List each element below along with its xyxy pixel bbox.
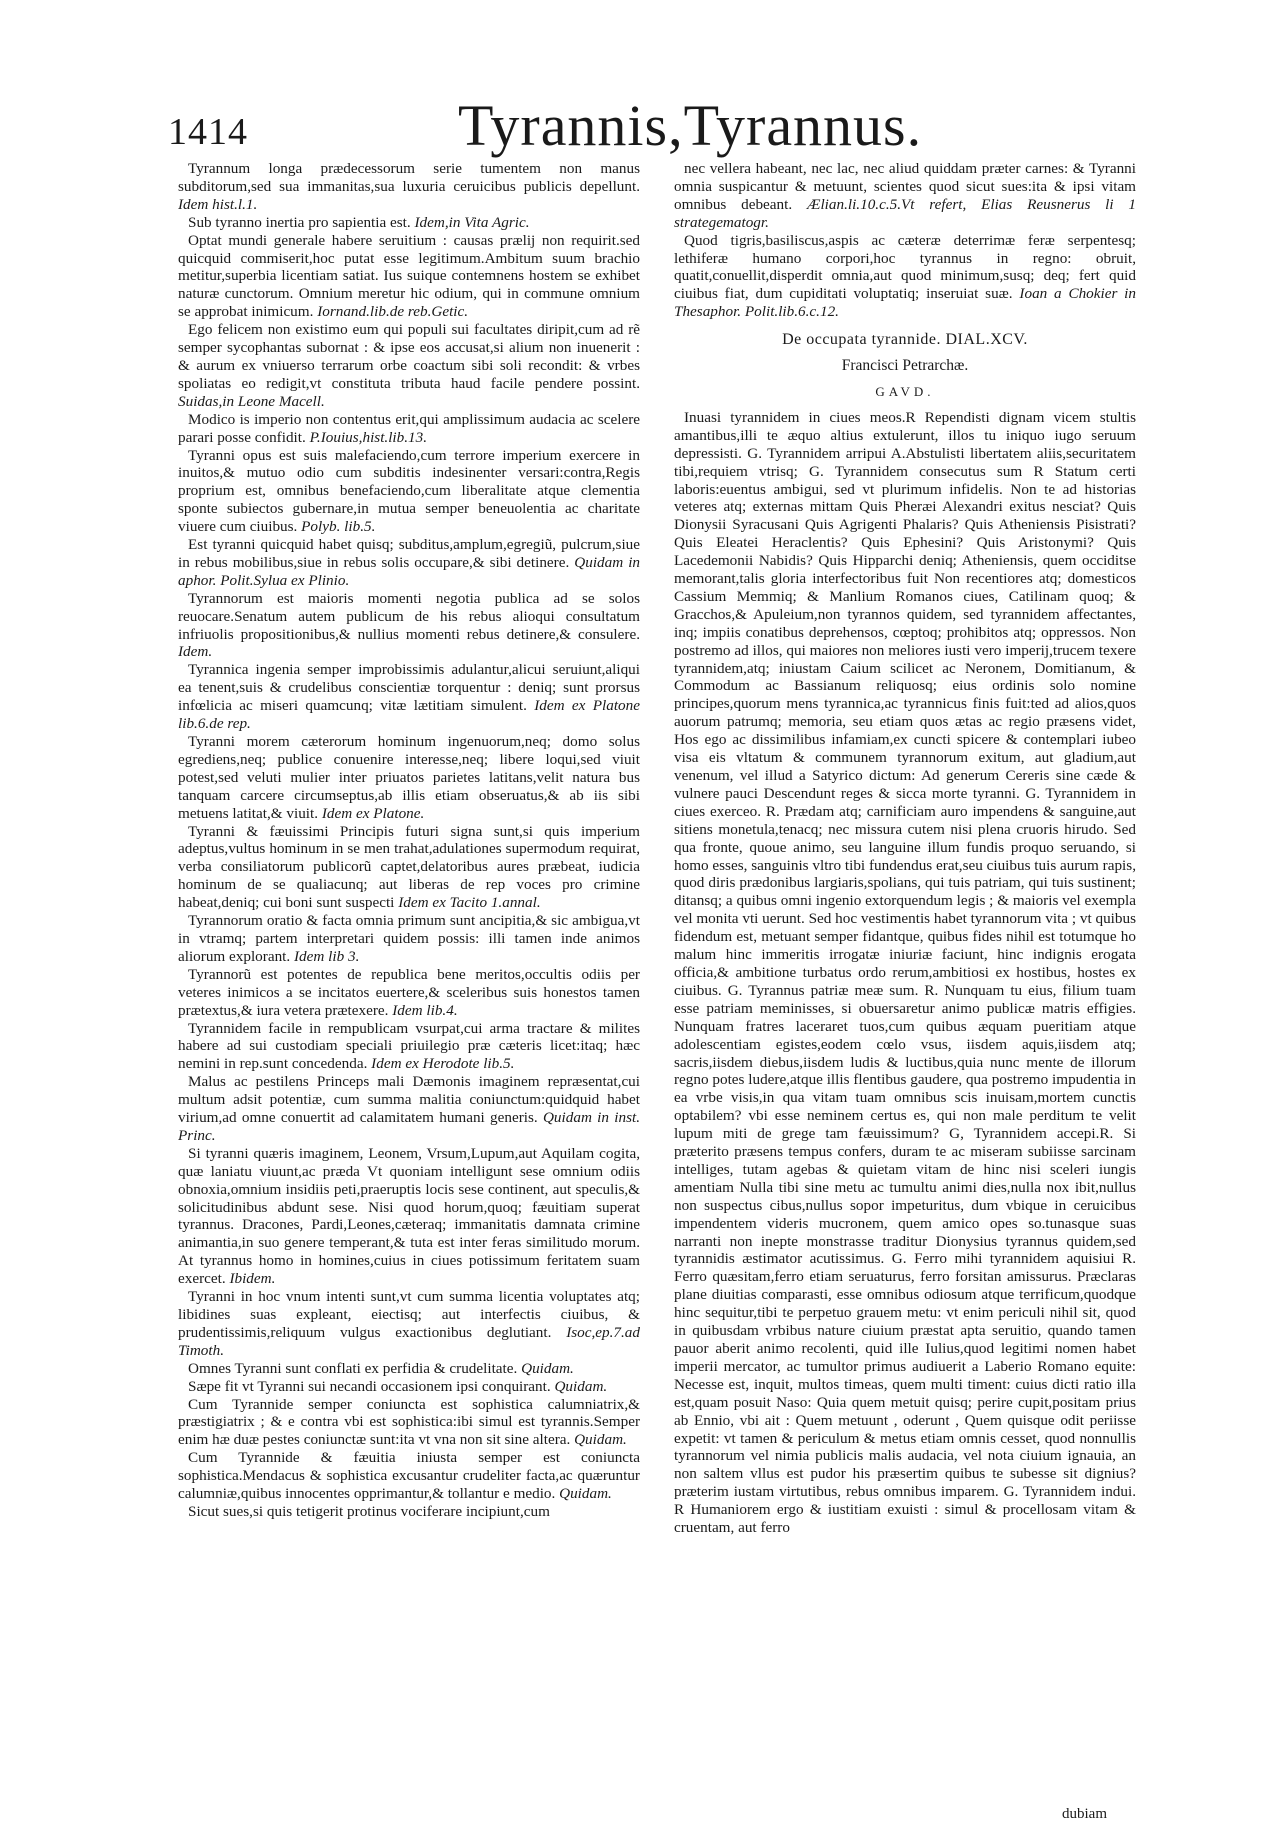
entry-source: Quidam. <box>521 1359 574 1377</box>
right-column-entries <box>674 160 1136 321</box>
running-head-title: Tyrannis,Tyrannus. <box>458 93 923 158</box>
entry-paragraph <box>178 1020 640 1074</box>
entry-text: Tyranni morem cæterorum hominum ingenuorum,neq; domo solus egrediens,neq; publice conuenire interesse,neq; libere loqui,sed viuit potest,sed veluti mulier inter priuatos parietes latitans,velit natura bus tanquam carcere circumseptus,ab illis etiam obseruatus,& ab iis sibi metuens latitat,& viuit. <box>178 733 640 822</box>
entry-source: Isoc,ep.7.ad Timoth. <box>178 1323 640 1359</box>
entry-source: Idem,in Vita Agric. <box>414 213 530 231</box>
entry-text: nec vellera habeant, nec lac, nec aliud quiddam præter carnes: & Tyranni omnia suspicantur & metuunt, scientes quod sicut sues:ita & ipsi vitam omnibus debeant. <box>674 160 1136 213</box>
entry-text: Sæpe fit vt Tyranni sui necandi occasionem ipsi conquirant. <box>188 1377 551 1395</box>
entry-paragraph <box>178 823 640 913</box>
entry-paragraph <box>178 321 640 411</box>
right-column <box>674 160 1136 1800</box>
entry-paragraph <box>178 1360 640 1378</box>
entry-text: Optat mundi generale habere seruitium : causas prælij non requirit.sed quicquid commiserit,hoc putat esse legitimum.Ambitum suum brachio metitur,superbia licentiam satiat. Ius suique contemnens hostem se exhibet naturæ cunctorum. Omnium meretur hic odium, qui in commune omnium se approbat inimicum. <box>178 231 640 321</box>
entry-paragraph <box>178 966 640 1020</box>
entry-text: Tyrannorum oratio & facta omnia primum sunt ancipitia,& sic ambigua,vt in vtramq; partem interpretari quidem possis: illi tamen inde animos aliorum explorant. <box>178 912 640 965</box>
page-header <box>168 92 1128 162</box>
dialogue-author: Francisci Petrarchæ. <box>841 357 969 375</box>
entry-paragraph <box>178 1145 640 1288</box>
entry-paragraph <box>178 1449 640 1503</box>
entry-text: Ego felicem non existimo eum qui populi sui facultates diripit,cum ad rẽ semper sycophantas subornat : & ipse eos accusat,si alium non inuenerit : & aurum ex vniuerso terrarum orbe coactum sibi soli recondit: & vrbes spoliatas eo redigit,vt constituta tributa haud facile pendere possint. <box>178 321 640 392</box>
entry-paragraph <box>178 232 640 322</box>
entry-source: Idem lib.4. <box>392 1001 458 1019</box>
entry-source: Idem. <box>178 643 213 661</box>
dialogue-text <box>674 409 1136 1537</box>
left-column <box>178 160 640 1800</box>
entry-paragraph <box>178 1073 640 1145</box>
entry-text: Sicut sues,si quis tetigerit protinus vociferare incipiunt,cum <box>188 1502 550 1520</box>
entry-text: Tyrannum longa prædecessorum serie tumentem non manus subditorum,sed sua immanitas,sua luxuria ceruicibus publicis depellunt. <box>178 160 640 195</box>
entry-text: Cum Tyrannide & fæuitia iniusta semper est coniuncta sophistica.Mendacus & sophistica excusantur crudeliter facta,ac quæruntur calumniæ,quibus innocentes opprimantur,& tollantur e medio. <box>178 1449 640 1503</box>
entry-paragraph <box>674 160 1136 232</box>
entry-text: Sub tyranno inertia pro sapientia est. <box>188 213 411 231</box>
entry-source: Quidam. <box>559 1485 612 1503</box>
entry-text: Quod tigris,basiliscus,aspis ac cæteræ deterrimæ feræ serpentesq; lethiferæ humano corpori,hoc tyrannus in regno: obruit, quatit,conuellit,disperdit omnia,aut quod minimum,susq; deq; fert quid ciuibus fiat, dum cupiditati voluptatiq; inseruiat suæ. <box>674 231 1136 303</box>
entry-paragraph <box>178 912 640 966</box>
entry-source: Ibidem. <box>229 1270 276 1288</box>
entry-paragraph <box>178 733 640 823</box>
entry-source: Quidam in inst. Princ. <box>178 1109 640 1144</box>
entry-paragraph <box>178 1503 640 1521</box>
entry-text: Tyranni in hoc vnum intenti sunt,vt cum summa licentia voluptates atq; libidines suas expleant, eiectisq; aut interfectis ciuibus, & prudentissimis,reliquum vulgus exactionibus deglutiant. <box>178 1288 640 1341</box>
entry-source: P.Iouius,hist.lib.13. <box>309 428 428 446</box>
entry-source: Polyb. lib.5. <box>301 518 376 536</box>
entry-text: Tyranni & fæuissimi Principis futuri signa sunt,si quis imperium adeptus,vultus hominum in se men trahat,adulationes supermodum requirat, verba consiliatorum publicorũ captet,delatoribus aures præbeat, iudicia hominum de se qualiacunq; aut liberas de rep voces pro crimine habeat,deniq; cui boni sunt suspecti <box>178 822 640 912</box>
text-columns <box>178 160 1136 1800</box>
entry-source: Idem ex Tacito 1.annal. <box>398 894 541 912</box>
page-number: 1414 <box>168 111 248 153</box>
entry-paragraph <box>178 590 640 662</box>
entry-text: Malus ac pestilens Princeps mali Dæmonis imaginem repræsentat,cui multum adsit potentiæ, cum summa malitia coniunctum:quidquid habet virium,ad omne conuertit ad calamitatem humani generis. <box>178 1073 640 1127</box>
entry-text: Tyrannidem facile in rempublicam vsurpat,cui arma tractare & milites habere ad sui custodiam speciali priuilegio præ cæteris licet:itaq; hæc nemini in rep.sunt concedenda. <box>178 1019 640 1073</box>
entry-text: Est tyranni quicquid habet quisq; subditus,amplum,egregiũ, pulcrum,siue in rebus mobilibus,siue in rebus solis occupare,& sibi detinere. <box>178 536 640 571</box>
dialogue-paragraph: Inuasi tyrannidem in ciues meos.R Rependisti dignam vicem stultis amantibus,illi te æquo altius extulerunt, illos tu iniquo iugo seruum depressisti. G. Tyrannidem arripui A.Abstulisti libertatem aliis,securitatem tibi,requiem vtrisq; G. Tyrannidem consecutus sum R Statum certi laboris:euentus ambigui, sed vt plurimum infidelis. Non te ad historias veteres atq; externas mittam Quis Pheræi Alexandri exitus nesciat? Quis Dionysii Syracusani Quis Agrigenti Phalaris? Quis Atheniensis Pisistrati? Quis Eleatei Heraclentis? Quis Ephesini? Quis Aristonymi? Quis Lacedemonii Nabidis? Quis Hipparchi deniq; Atheniensis, quem occiditse memorant,talis gloria interfectoribus fuit Non recentiores atq; domesticos Cassium Memmiq; & Manlium Romanos ciues, Catilinam quoq; & Gracchos,& Apuleium,non tyrannos quidem, sed tyrannidem affectantes, inq; impiis conatibus deprehensos, cœptoq; prohibitos atq; oppressos. Non postremo ad illos, qui maiores non meliores iusti vero imperij,trucem texere tyrannidem,atq; iniustam Caium scilicet ac Neronem, Domitianum, & Commodum ac Bassianum reliquosq; eius ordinis solo nomine principes,quorum mens tyrannica,ac tyrannicus finis fuit:ted ad alios,quos auorum patrumq; memoria, seu etiam quos ætas ac regio præsens videt, Hos ego ac dissimilibus infamiam,ex cuncti spicere & contemplari iubeo visa eis vltatum & communem tyrannorum exitum, aut gladium,aut venenum, vel illud a Satyrico dictum: Ad generum Cereris sine cæde & vulnere pauci Descendunt reges & sicca morte tyranni. G. Tyrannidem in ciues exerceo. R. Prædam atq; carnificiam auro impendens & sanguine,aut sitiens monetula,tenacq; nec missura cutem nisi plena cruoris hirudo. Sed qua fronte, quoue animo, seu languine illum fundis proquo seruando, si homo esses, sanguinis vltro tibi fundendus erat,seu ciuibus tuis aurum rapis, quod diris prædonibus largiaris,spolians, qui tuis patriam, qui tuis sustinent; ditansq; a quibus omni ingenio extorquendum legis ; & maioris vel exempla vel monita vti uerunt. Sed hoc vestimentis habet tyrannorum vita ; vt quibus fidendum est, metuant semper fidantque, quibus fides nihil est totumque ho malum hinc immeritis irrogatæ iniuriæ faciunt, hinc indignis erogata officia,& ambitione turbatus ordo rerum,ambitiosi ex hostibus, hostes ex ciuibus. G. Tyrannus patriæ meæ sum. R. Nunquam tu eius, filium tuam esse patriam meminisses, si obuersaretur animo publicæ matris effigies. Nunquam fratres laceraret tuos,cum quibus æquam pueritiam atque adolescentiam egistes,eodem cœlo vsus, iisdem aquis,iisdem atq; sacris,iisdem diebus,iisdem ludis & luctibus,quia nunc mente de illorum regno potes ludere,atque illis flentibus gaudere, qua postremo impudentia in ea vrbe visis,in qua vitam tuam omnibus scis inuisam,mortem cunctis optabilem? vbi esse neminem certus es, qui non male perditum te velit lupum miti de grege tam fæuissimum? G, Tyrannidem accepi.R. Si præterito præsens tempus confers, duram te ac miseram subiisse sarcinam intelliges, tutam agebas & quietam vitam de hinc nisi sceleri iungis amentiam Nulla tibi sine metu ac tumultu animi dies,nulla nox ibit,nullus non suspectus cibus,nullus sopor impeturitus, dum vbique in ceruicibus impendentem videris mucronem, quem amico opes so.tunasque suas narranti non inepte monstrasse traditur Dionysius tyrannus quidem,sed tyrannidis æstimator acutissimus. G. Ferro mihi tyrannidem aquisiui R. Ferro quæsitam,ferro etiam seruaturus, ferro forsitan amissurus. Præclaras plane diuitias comparasti, esse omnibus odiosum atque terrificum,quodque hinc sequitur,tibi te perpetuo grauem metu: vt enim periculi nihil sit, quod in quibusdam vrbibus nature ciuium præstat apta seruitio, quando tamen pauor aberit animo recolenti, quid ille Iulius,quod legitimi nomen habet imperii mercator, ac tumultor primus audiuerit a Laberio Romano equite: Necesse est, inquit, multos timeas, quem multi timent: cuius dicti ratio illa est,quam posuit Naso: Quia quem metuit quisq; perire cupit,positam prius ab Ennio, vbi ait : Quem metuunt , oderunt , Quem quisque odit periisse expetit: vt tamen & periculum & metus etiam omnis cesset, quod nonnullis tyrannorum vel nimia publicis malis audacia, vel nota ciuium ignauia, an non saltem vllus est pudor his præsertim quibus te subesse sit dignius? præterim iustam virtutibus, rebus omnibus imparem. G. Tyrannidem indui. R Humaniorem ergo & iustitiam exuisti : simul & procellosam vitam & cruentam, aut ferro <box>674 408 1136 1537</box>
entry-paragraph <box>674 232 1136 322</box>
entry-paragraph <box>178 411 640 447</box>
entry-text: Tyrannica ingenia semper improbissimis adulantur,alicui seruiunt,aliqui ea tenent,suis & crudelibus conscientiæ torquentur : deniq; sunt prorsus infœlicia ac miseri quamcunq; vitæ lætitiam simulent. <box>178 661 640 715</box>
entry-source: Idem ex Platone. <box>321 804 425 822</box>
entry-text: Modico is imperio non contentus erit,qui amplissimum audacia ac scelere parari posse confidit. <box>178 410 640 446</box>
dialogue-heading: De occupata tyrannide. DIAL.XCV. <box>782 331 1028 349</box>
entry-text: Omnes Tyranni sunt conflati ex perfidia & crudelitate. <box>188 1359 518 1377</box>
entry-source: Idem hist.l.1. <box>178 195 258 213</box>
entry-source: Idem ex Platone lib.6.de rep. <box>178 697 640 733</box>
entry-source: Iornand.lib.de reb.Getic. <box>317 303 469 321</box>
entry-paragraph <box>178 1288 640 1360</box>
entry-paragraph <box>178 160 640 214</box>
entry-source: Quidam. <box>554 1377 608 1395</box>
entry-paragraph <box>178 1396 640 1450</box>
entry-paragraph <box>178 447 640 537</box>
entry-source: Idem ex Herodote lib.5. <box>371 1055 515 1073</box>
entry-source: Ælian.li.10.c.5.Vt refert, Elias Reusnerus li 1 strategematogr. <box>674 195 1136 231</box>
entry-source: Ioan a Chokier in Thesaphor. Polit.lib.6.c.12. <box>674 285 1136 321</box>
entry-source: Suidas,in Leone Macell. <box>178 392 325 410</box>
entry-source: Quidam in aphor. Polit.Sylua ex Plinio. <box>178 553 640 589</box>
dialogue-speaker: GAVD. <box>875 383 935 399</box>
entry-text: Tyrannorum est maioris momenti negotia publica ad se solos reuocare.Senatum autem publicum de his rebus alioqui consultatum infriuolis propositionibus,& nullius momenti rebus detinere,& consulere. <box>178 589 640 643</box>
entry-text: Tyrannorũ est potentes de republica bene meritos,occultis odiis per veteres inimicos a se incitatos euertere,& sceleribus suis honestos tamen prætextus,& iura vetera prætexere. <box>178 965 640 1019</box>
entry-text: Tyranni opus est suis malefaciendo,cum terrore imperium exercere in inuitos,& mutuo odio cum subditis indesinenter versari:contra,Regis proprium est, omnibus benefaciendo,cum liberalitate atque clementia sponte subiectos gubernare,in mutua semper beneuolentia ac charitate viuere cum ciuibus. <box>178 446 640 536</box>
entry-paragraph <box>178 536 640 590</box>
entry-paragraph <box>178 1378 640 1396</box>
entry-paragraph <box>178 661 640 733</box>
entry-source: Idem lib 3. <box>293 947 360 965</box>
entry-text: Cum Tyrannide semper coniuncta est sophistica calumniatrix,& præstigiatrix ; & e contra vbi est sophistica:ibi simul est tyrannis.Semper enim hæ duæ pestes coniunctæ sunt:ita vt vna non sit sine altera. <box>178 1395 640 1449</box>
entry-paragraph <box>178 214 640 232</box>
entry-source: Quidam. <box>574 1431 627 1449</box>
catchword: dubiam <box>1062 1806 1107 1822</box>
entry-text: Si tyranni quæris imaginem, Leonem, Vrsum,Lupum,aut Aquilam cogita, quæ laniatu viuunt,ac præda Vt quoniam intelligunt sese omnium odiis obnoxia,omnium insidiis peti,praeruptis locis sese continent, aut speculis,& solicitudinibus abdunt sese. Nisi quod horum,quoq; fæuitiam superat tyrannus. Dracones, Pardi,Leones,cæteraq; immanitatis damnata crimine animantia,in suo genere temperant,& tuta est inter feras similitudo morum. At tyrannus homo in homines,cuius in ciues potissimum feritatem suam exercet. <box>178 1144 640 1288</box>
